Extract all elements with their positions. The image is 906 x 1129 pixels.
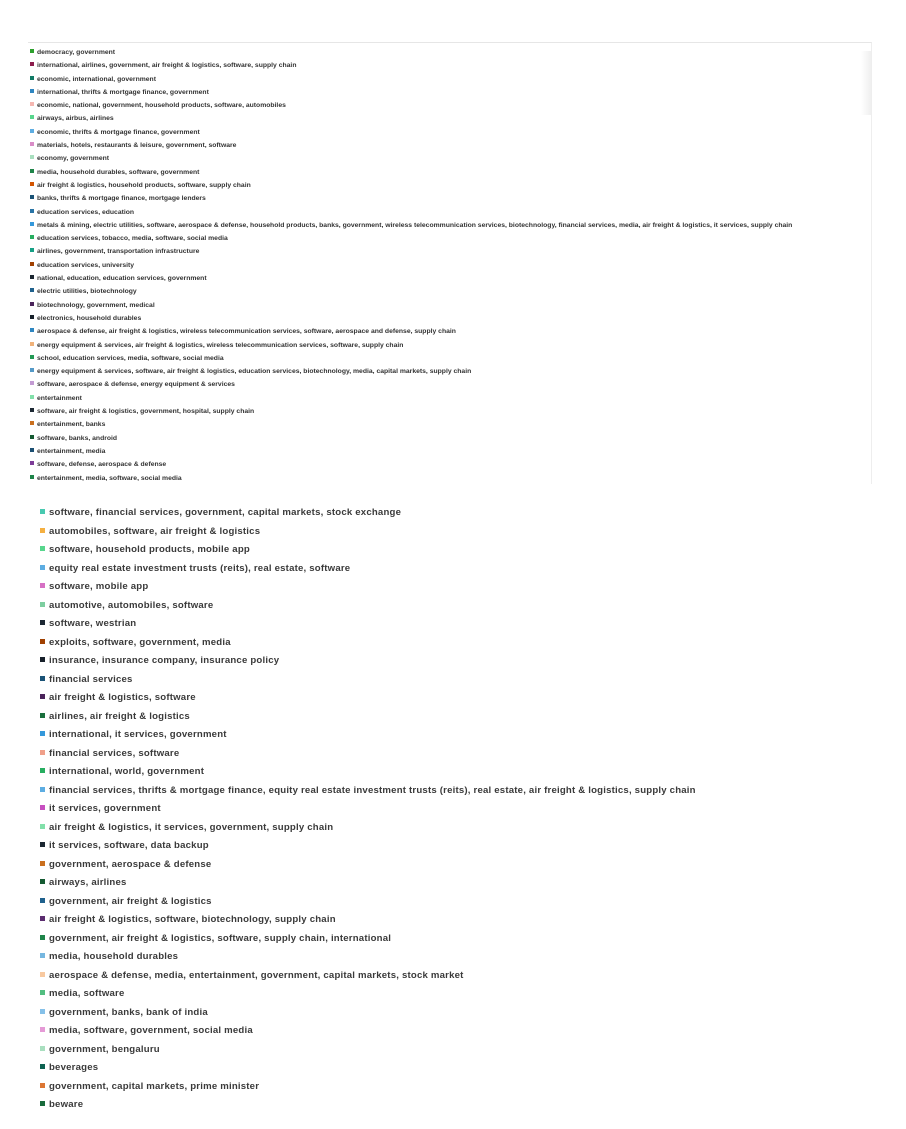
legend-swatch-icon <box>30 262 34 266</box>
legend-swatch-icon <box>30 381 34 385</box>
legend-swatch-icon <box>40 657 45 662</box>
legend-item[interactable] <box>30 259 857 272</box>
legend-item[interactable] <box>40 541 890 560</box>
legend-swatch-icon <box>40 842 45 847</box>
legend-item[interactable] <box>40 634 890 653</box>
legend-swatch-icon <box>40 713 45 718</box>
legend-list-top <box>30 46 857 484</box>
legend-label: banks, thrifts & mortgage finance, mortgage lenders <box>37 195 206 203</box>
legend-label: media, software, government, social media <box>49 1025 253 1036</box>
legend-item[interactable] <box>40 800 890 819</box>
legend-item[interactable] <box>30 285 857 298</box>
legend-swatch-icon <box>30 129 34 133</box>
legend-item[interactable] <box>40 1096 890 1115</box>
legend-swatch-icon <box>30 89 34 93</box>
legend-label: entertainment, media <box>37 447 106 455</box>
legend-item[interactable] <box>40 763 890 782</box>
legend-label: software, banks, android <box>37 434 118 442</box>
legend-item[interactable] <box>30 299 857 312</box>
legend-label: air freight & logistics, software, biotechnology, supply chain <box>49 914 336 925</box>
legend-label: software, defense, aerospace & defense <box>37 461 167 469</box>
legend-label: it services, government <box>49 803 161 814</box>
legend-list-bottom <box>40 504 890 1115</box>
legend-item[interactable] <box>30 86 857 99</box>
legend-swatch-icon <box>30 102 34 106</box>
legend-item[interactable] <box>30 472 857 485</box>
legend-item[interactable] <box>30 352 857 365</box>
legend-label: equity real estate investment trusts (reits), real estate, software <box>49 562 351 574</box>
legend-label: energy equipment & services, software, air freight & logistics, education services, biotechnology, media, capital markets, supply chain <box>37 368 472 376</box>
legend-label: beware <box>49 1099 84 1110</box>
legend-item[interactable] <box>40 911 890 930</box>
legend-label: air freight & logistics, software <box>49 692 196 703</box>
legend-label: economic, national, government, household products, software, automobiles <box>37 102 286 110</box>
legend-swatch-icon <box>30 408 34 412</box>
legend-item[interactable] <box>30 325 857 338</box>
legend-item[interactable] <box>30 112 857 125</box>
legend-item[interactable] <box>40 745 890 764</box>
legend-item[interactable] <box>40 1059 890 1078</box>
legend-item[interactable] <box>30 99 857 112</box>
legend-swatch-icon <box>40 1027 45 1032</box>
legend-item[interactable] <box>40 856 890 875</box>
legend-item[interactable] <box>30 166 857 179</box>
legend-label: air freight & logistics, it services, government, supply chain <box>49 821 334 833</box>
legend-label: airways, airlines <box>49 877 127 888</box>
legend-label: air freight & logistics, household products, software, supply chain <box>37 181 251 189</box>
legend-label: entertainment, media, software, social media <box>37 474 182 482</box>
legend-swatch-icon <box>30 169 34 173</box>
legend-label: democracy, government <box>37 49 116 56</box>
legend-label: media, household durables <box>49 951 179 962</box>
legend-label: entertainment <box>37 394 82 402</box>
legend-item[interactable] <box>40 837 890 856</box>
legend-item[interactable] <box>40 1041 890 1060</box>
legend-swatch-icon <box>40 1064 45 1069</box>
legend-item[interactable] <box>40 671 890 690</box>
legend-label: education services, tobacco, media, software, social media <box>37 235 228 243</box>
legend-item[interactable] <box>30 405 857 418</box>
legend-swatch-icon <box>30 315 34 319</box>
legend-swatch-icon <box>40 620 45 625</box>
legend-label: media, household durables, software, government <box>37 168 200 176</box>
legend-item[interactable] <box>40 874 890 893</box>
legend-item[interactable] <box>40 819 890 838</box>
legend-swatch-icon <box>30 328 34 332</box>
legend-label: biotechnology, government, medical <box>37 301 155 309</box>
legend-swatch-icon <box>30 288 34 292</box>
legend-label: electronics, household durables <box>37 314 142 322</box>
legend-swatch-icon <box>30 62 34 66</box>
legend-item[interactable] <box>40 615 890 634</box>
legend-label: national, education, education services, government <box>37 275 207 283</box>
legend-label: automobiles, software, air freight & logistics <box>49 525 261 537</box>
legend-swatch-icon <box>30 222 34 226</box>
legend-swatch-icon <box>40 1101 45 1106</box>
legend-item[interactable] <box>30 392 857 405</box>
legend-label: automotive, automobiles, software <box>49 599 214 611</box>
legend-item[interactable] <box>30 339 857 352</box>
legend-label: airlines, air freight & logistics <box>49 710 190 722</box>
legend-item[interactable] <box>30 206 857 219</box>
legend-swatch-icon <box>40 861 45 866</box>
legend-item[interactable] <box>30 126 857 139</box>
legend-swatch-icon <box>40 546 45 551</box>
legend-item[interactable] <box>40 985 890 1004</box>
legend-label: metals & mining, electric utilities, software, aerospace & defense, household products, banks, government, wireless telecommunication services, biotechnology, financial services, media, air freight & logistics, it services, supply chain <box>37 221 793 229</box>
legend-item[interactable] <box>30 312 857 325</box>
legend-item[interactable] <box>30 192 857 205</box>
legend-item[interactable] <box>30 272 857 285</box>
legend-swatch-icon <box>40 694 45 699</box>
legend-swatch-icon <box>30 275 34 279</box>
legend-item[interactable] <box>30 445 857 458</box>
legend-item[interactable] <box>30 418 857 431</box>
legend-swatch-icon <box>40 768 45 773</box>
legend-label: economic, thrifts & mortgage finance, government <box>37 128 200 136</box>
legend-item[interactable] <box>40 708 890 727</box>
legend-item[interactable] <box>40 504 890 523</box>
legend-label: insurance, insurance company, insurance policy <box>49 655 280 666</box>
legend-label: airlines, government, transportation infrastructure <box>37 248 200 256</box>
legend-swatch-icon <box>40 879 45 884</box>
legend-swatch-icon <box>40 935 45 940</box>
legend-label: government, air freight & logistics <box>49 895 212 907</box>
legend-swatch-icon <box>40 916 45 921</box>
legend-swatch-icon <box>40 639 45 644</box>
legend-item[interactable] <box>30 152 857 165</box>
legend-label: economy, government <box>37 155 110 163</box>
legend-item[interactable] <box>30 232 857 245</box>
legend-swatch-icon <box>40 953 45 958</box>
legend-item[interactable] <box>40 523 890 542</box>
legend-swatch-icon <box>30 368 34 372</box>
legend-label: government, capital markets, prime minister <box>49 1080 260 1092</box>
legend-swatch-icon <box>30 475 34 479</box>
legend-panel-top <box>28 42 872 484</box>
legend-label: software, aerospace & defense, energy equipment & services <box>37 381 235 389</box>
legend-swatch-icon <box>30 448 34 452</box>
legend-swatch-icon <box>40 602 45 607</box>
legend-swatch-icon <box>30 155 34 159</box>
legend-label: international, thrifts & mortgage finance, government <box>37 88 209 96</box>
legend-item[interactable] <box>40 893 890 912</box>
legend-label: software, mobile app <box>49 581 149 592</box>
legend-swatch-icon <box>40 990 45 995</box>
legend-label: international, airlines, government, air freight & logistics, software, supply chain <box>37 62 297 70</box>
legend-swatch-icon <box>30 342 34 346</box>
legend-swatch-icon <box>30 195 34 199</box>
legend-swatch-icon <box>30 435 34 439</box>
legend-swatch-icon <box>30 395 34 399</box>
legend-label: beverages <box>49 1062 99 1073</box>
legend-label: exploits, software, government, media <box>49 636 231 648</box>
legend-label: software, financial services, government, capital markets, stock exchange <box>49 507 402 518</box>
legend-item[interactable] <box>40 652 890 671</box>
legend-label: energy equipment & services, air freight & logistics, wireless telecommunication services, software, supply chain <box>37 341 404 349</box>
legend-item[interactable] <box>40 597 890 616</box>
legend-label: school, education services, media, software, social media <box>37 354 224 362</box>
legend-label: airways, airbus, airlines <box>37 115 114 123</box>
legend-item[interactable] <box>40 1022 890 1041</box>
legend-label: education services, education <box>37 208 135 216</box>
legend-label: education services, university <box>37 261 135 269</box>
legend-item[interactable] <box>40 560 890 579</box>
legend-swatch-icon <box>30 302 34 306</box>
legend-swatch-icon <box>40 676 45 681</box>
legend-swatch-icon <box>40 731 45 736</box>
legend-swatch-icon <box>40 565 45 570</box>
legend-item[interactable] <box>40 578 890 597</box>
legend-swatch-icon <box>40 824 45 829</box>
scrollbar[interactable] <box>861 51 871 115</box>
legend-label: media, software <box>49 988 125 999</box>
legend-label: it services, software, data backup <box>49 840 209 851</box>
legend-swatch-icon <box>30 142 34 146</box>
legend-swatch-icon <box>30 182 34 186</box>
legend-item[interactable] <box>30 73 857 86</box>
legend-item[interactable] <box>40 948 890 967</box>
legend-item[interactable] <box>40 726 890 745</box>
legend-swatch-icon <box>30 49 34 53</box>
legend-label: financial services, software <box>49 747 180 759</box>
legend-item[interactable] <box>40 1004 890 1023</box>
legend-item[interactable] <box>30 432 857 445</box>
legend-swatch-icon <box>40 898 45 903</box>
legend-swatch-icon <box>30 248 34 252</box>
legend-label: international, it services, government <box>49 729 227 740</box>
legend-swatch-icon <box>40 1009 45 1014</box>
legend-swatch-icon <box>30 76 34 80</box>
legend-swatch-icon <box>40 805 45 810</box>
legend-label: aerospace & defense, air freight & logistics, wireless telecommunication services, software, aerospace and defense, supply chain <box>37 328 456 336</box>
legend-swatch-icon <box>40 972 45 977</box>
legend-label: entertainment, banks <box>37 421 106 429</box>
legend-label: economic, international, government <box>37 75 156 83</box>
legend-label: aerospace & defense, media, entertainment, government, capital markets, stock market <box>49 969 464 981</box>
legend-item[interactable] <box>40 967 890 986</box>
legend-swatch-icon <box>40 750 45 755</box>
legend-item[interactable] <box>30 219 857 232</box>
legend-label: government, air freight & logistics, software, supply chain, international <box>49 932 392 944</box>
legend-label: software, household products, mobile app <box>49 544 250 555</box>
legend-label: software, westrian <box>49 618 137 629</box>
legend-item[interactable] <box>30 365 857 378</box>
legend-swatch-icon <box>40 583 45 588</box>
legend-swatch-icon <box>40 1083 45 1088</box>
legend-label: government, aerospace & defense <box>49 858 212 870</box>
legend-item[interactable] <box>30 378 857 391</box>
legend-item[interactable] <box>40 782 890 801</box>
legend-item[interactable] <box>30 59 857 72</box>
legend-swatch-icon <box>30 355 34 359</box>
legend-swatch-icon <box>30 115 34 119</box>
legend-swatch-icon <box>30 421 34 425</box>
legend-label: international, world, government <box>49 766 205 777</box>
legend-label: software, air freight & logistics, government, hospital, supply chain <box>37 408 255 416</box>
legend-label: financial services <box>49 673 133 685</box>
legend-swatch-icon <box>40 509 45 514</box>
legend-label: government, bengaluru <box>49 1043 160 1055</box>
legend-item[interactable] <box>40 689 890 708</box>
legend-swatch-icon <box>40 787 45 792</box>
legend-item[interactable] <box>30 179 857 192</box>
legend-item[interactable] <box>40 1078 890 1097</box>
legend-swatch-icon <box>30 461 34 465</box>
legend-item[interactable] <box>30 245 857 258</box>
legend-label: financial services, thrifts & mortgage finance, equity real estate investment trusts (reits), real estate, air freight & logistics, supply chain <box>49 784 696 796</box>
legend-swatch-icon <box>30 235 34 239</box>
legend-item[interactable] <box>30 139 857 152</box>
legend-label: electric utilities, biotechnology <box>37 288 137 296</box>
legend-swatch-icon <box>40 1046 45 1051</box>
legend-label: materials, hotels, restaurants & leisure, government, software <box>37 142 237 150</box>
legend-item[interactable] <box>30 46 857 59</box>
legend-item[interactable] <box>30 458 857 471</box>
legend-swatch-icon <box>30 209 34 213</box>
legend-label: government, banks, bank of india <box>49 1006 208 1018</box>
legend-swatch-icon <box>40 528 45 533</box>
legend-item[interactable] <box>40 930 890 949</box>
